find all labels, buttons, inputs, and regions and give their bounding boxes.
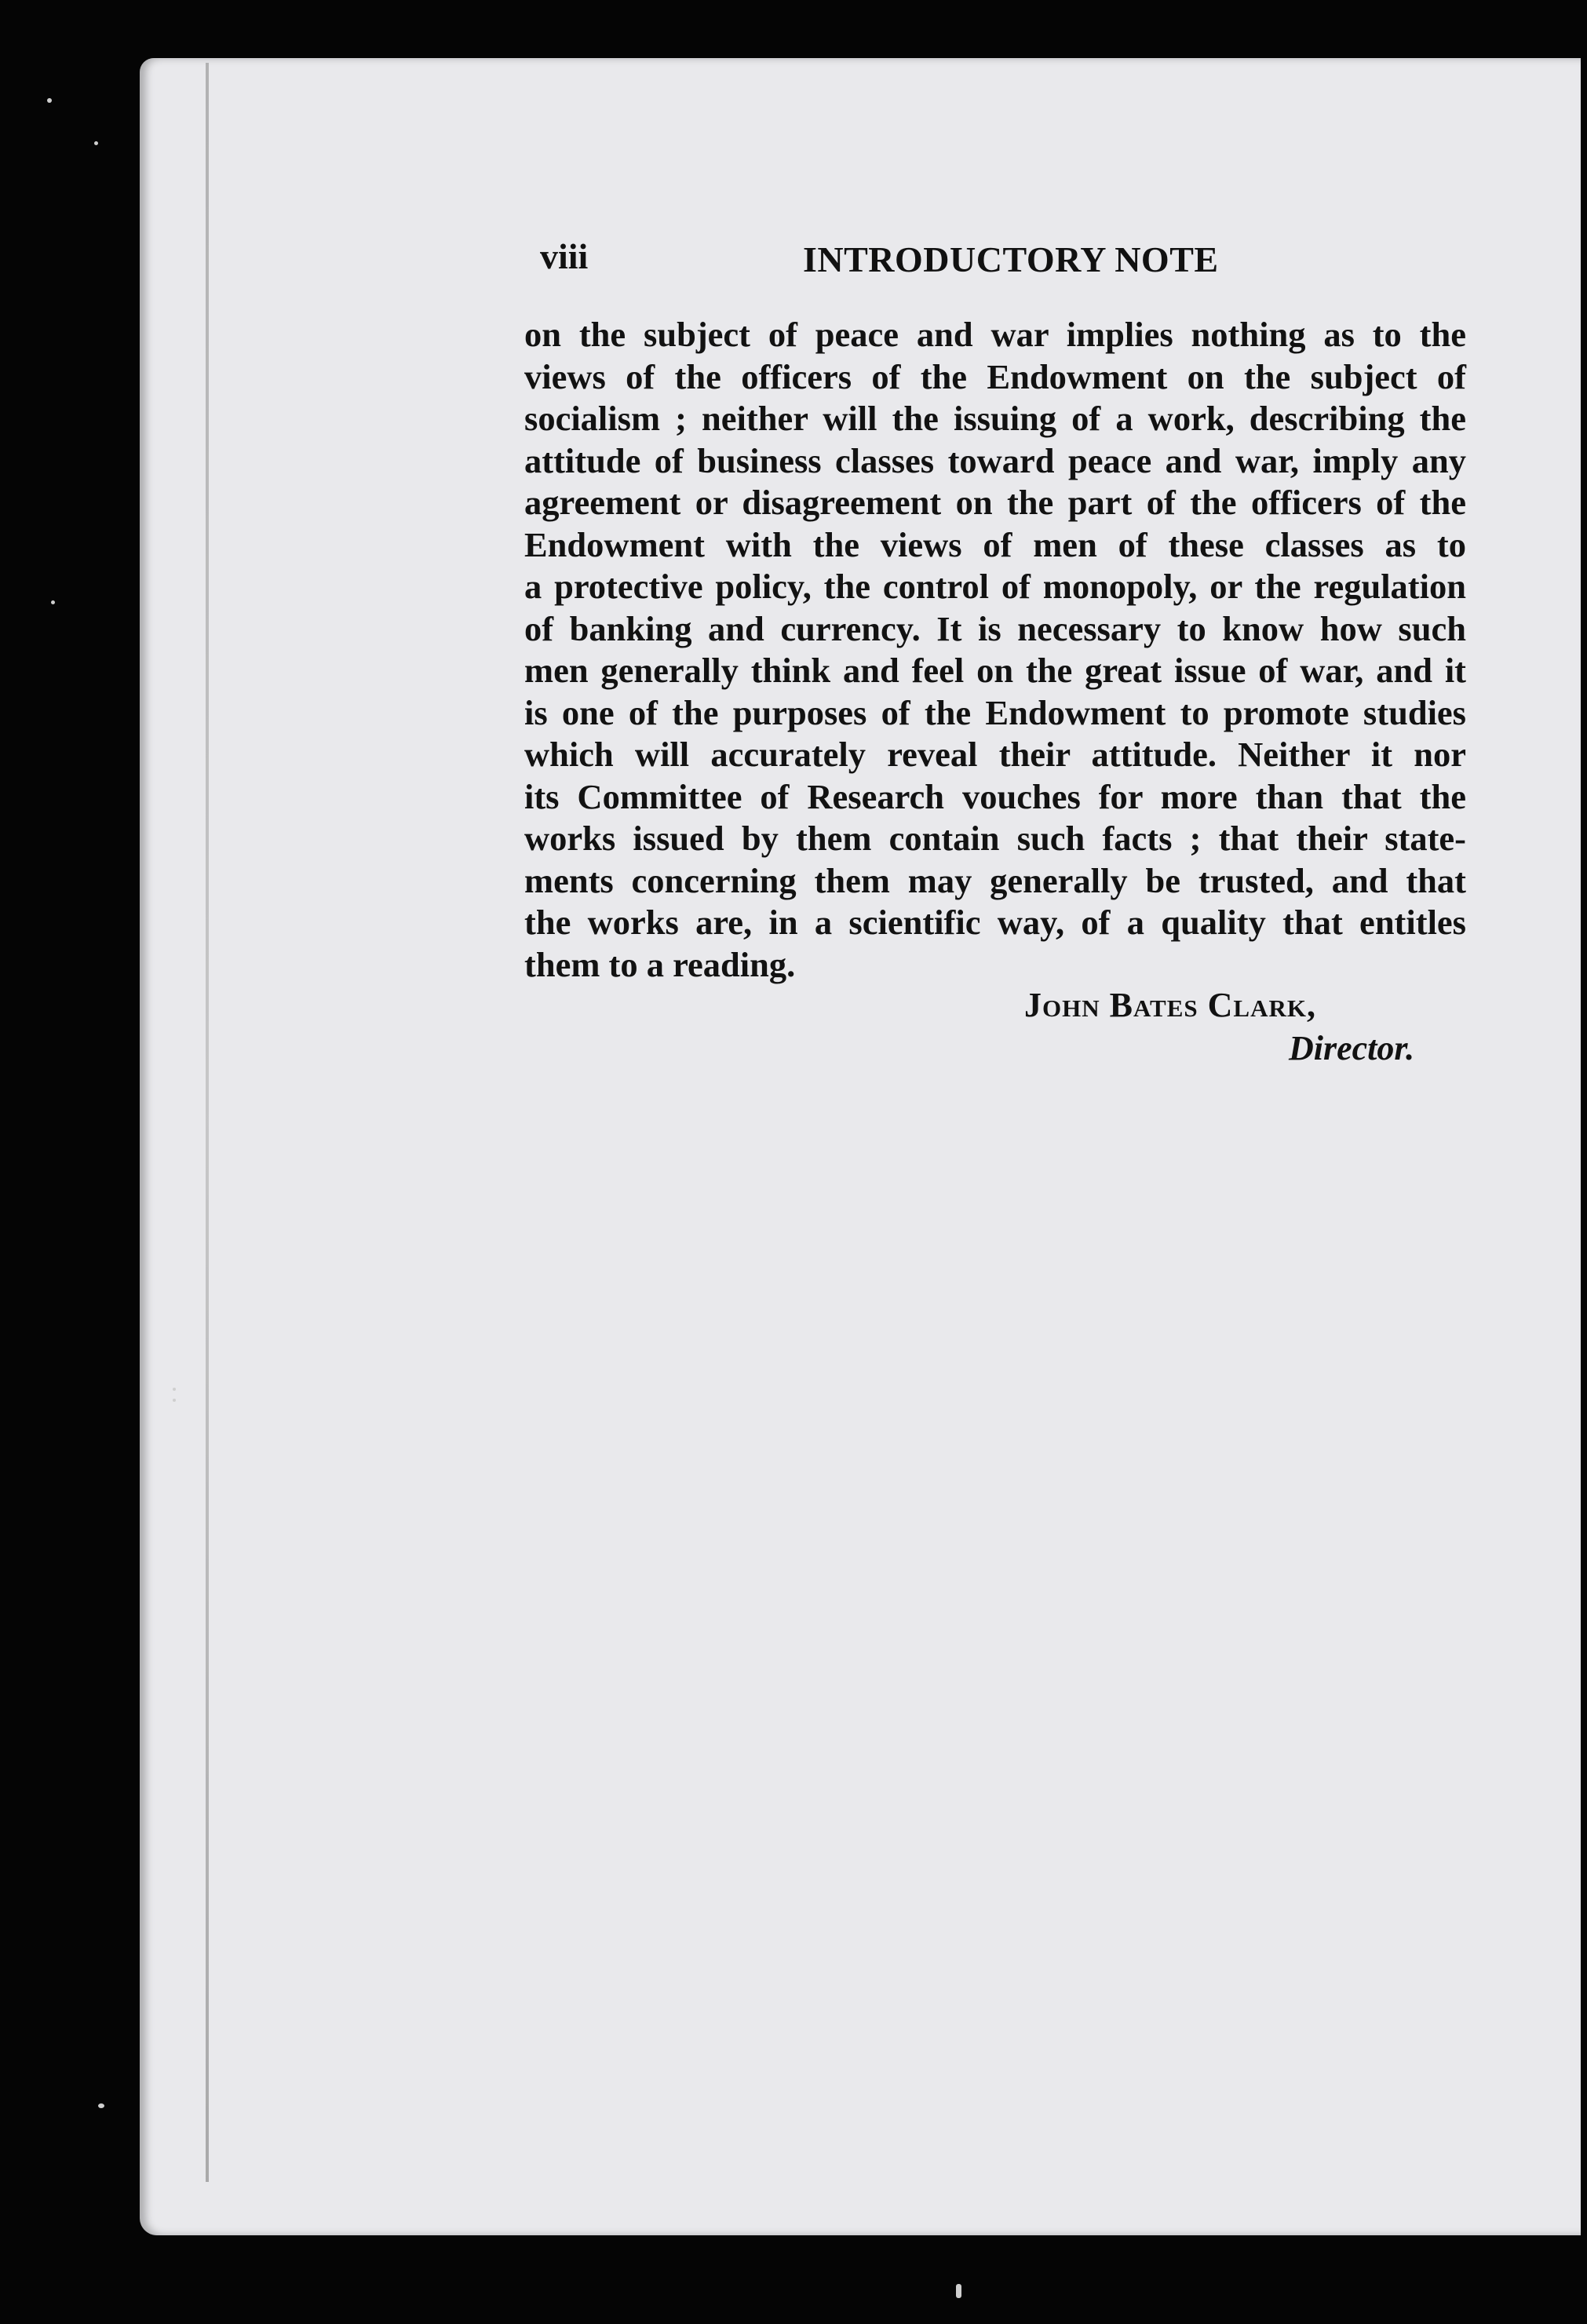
body-paragraph: [524, 314, 1466, 986]
page-header: [540, 235, 1466, 290]
text-line: is one of the purposes of the Endowment to promote studies: [524, 692, 1466, 732]
text-line: them to a reading.: [524, 944, 796, 984]
text-line: works issued by them contain such facts ; that their state-: [524, 819, 1466, 858]
dust-speck: [51, 600, 55, 604]
signature-name: John Bates Clark,: [1024, 986, 1316, 1024]
page-gutter-edge: [206, 63, 209, 2182]
dust-speck: [956, 2284, 961, 2298]
text-line: ments concerning them may generally be trusted, and that: [524, 860, 1466, 900]
text-line: agreement or disagreement on the part of the officers of the: [524, 483, 1466, 522]
dust-speck: [173, 1388, 176, 1391]
text-line: views of the officers of the Endowment on the subject of: [524, 356, 1466, 396]
dust-speck: [94, 141, 98, 145]
text-line: men generally think and feel on the great issue of war, and it: [524, 651, 1466, 690]
text-line: on the subject of peace and war implies nothing as to the: [524, 315, 1466, 354]
text-line: its Committee of Research vouches for more than that the: [524, 776, 1466, 816]
dust-speck: [98, 2103, 104, 2108]
text-line: which will accurately reveal their attitude. Neither it nor: [524, 735, 1466, 774]
dust-speck: [47, 98, 52, 103]
text-line: of banking and currency. It is necessary to know how such: [524, 608, 1466, 648]
text-line: attitude of business classes toward peace and war, imply any: [524, 440, 1466, 480]
running-head: INTRODUCTORY NOTE: [803, 239, 1219, 279]
text-line: socialism ; neither will the issuing of a work, describing the: [524, 399, 1466, 438]
dust-speck: [173, 1399, 176, 1402]
signature-title: Director.: [1289, 1029, 1415, 1067]
page-number: viii: [540, 236, 589, 276]
text-line: Endowment with the views of men of these classes as to: [524, 524, 1466, 564]
text-line: a protective policy, the control of monopoly, or the regulation: [524, 567, 1466, 606]
text-line: the works are, in a scientific way, of a quality that entitles: [524, 903, 1466, 942]
